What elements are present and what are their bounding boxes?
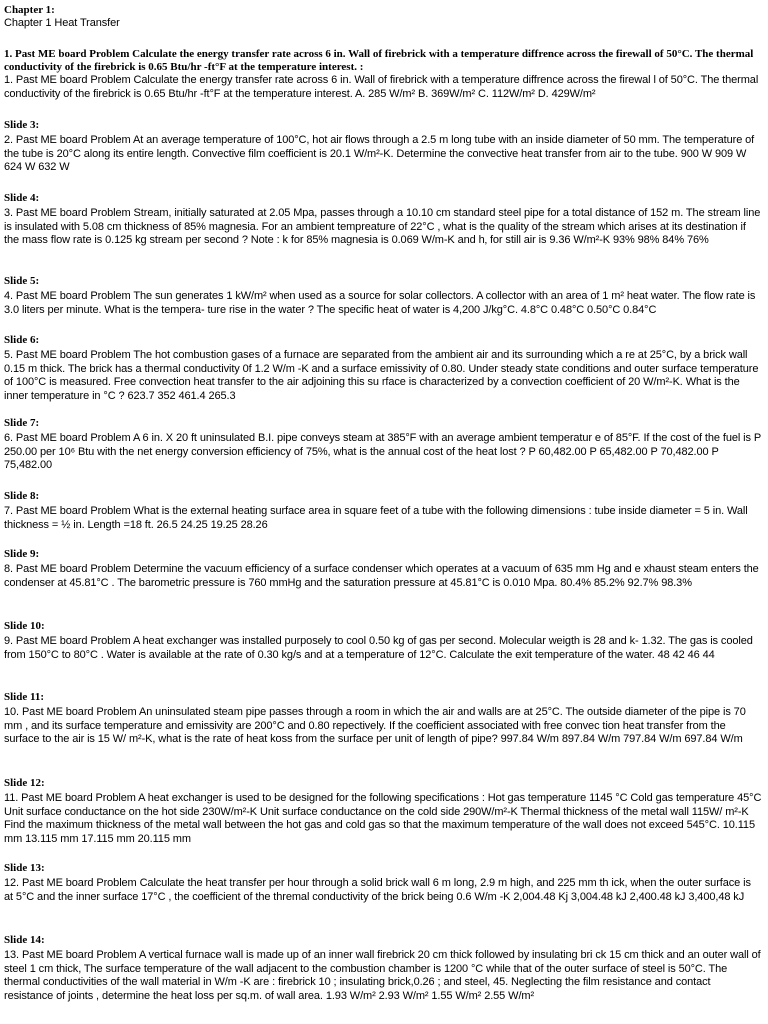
section-heading: 1. Past ME board Problem Calculate the energy transfer rate across 6 in. Wall of firebrick with a temperature diffrence across the firewall of 50°C. The thermal conductivity of the firebrick is 0.65 Btu/hr -ft°F at the temperature interest. : — [4, 48, 757, 73]
section-slide-6 — [4, 334, 762, 403]
section-heading: Slide 9: — [4, 548, 40, 560]
section-text: 10. Past ME board Problem An uninsulated steam pipe passes through a room in which the air and walls are at 25°C. The outside diameter of the pipe is 70 mm , and its surface temperature and emissivity are 200°C and 0.80 repectively. If the coefficient associated with free convec tion heat transfer from the surface to the air is 15 W/ m²-K, what is the rate of heat koss from the surface per unit of length of pipe? 997.84 W/m 897.84 W/m 797.84 W/m 697.84 W/m — [4, 706, 749, 745]
section-text: 2. Past ME board Problem At an average temperature of 100°C, hot air flows through a 2.5 m long tube with an inside diameter of 50 mm. The temperature of the tube is 20°C along its entire length. Convective film coefficient is 20.1 W/m²-K. Determine the convective heat transfer from air to the tube. 900 W 909 W 624 W 632 W — [4, 134, 758, 173]
section-text: Chapter 1 Heat Transfer — [4, 17, 120, 29]
section-text: 7. Past ME board Problem What is the external heating surface area in square feet of a tube with the following dimensions : tube inside diameter = 5 in. Wall thickness = ½ in. Length =18 ft. 26.5 24.25 19.25 28.26 — [4, 505, 751, 531]
section-slide-8 — [4, 490, 762, 532]
section-heading: Slide 14: — [4, 934, 45, 946]
section-text: 9. Past ME board Problem A heat exchanger was installed purposely to cool 0.50 kg of gas per second. Molecular weigth is 28 and k- 1.32. The gas is cooled from 150°C to 80°C . Water is available at the rate of 0.30 kg/s and at a temperature of 12°C. Calculate the exit temperature of the water. 48 42 46 44 — [4, 635, 756, 661]
section-heading: Slide 10: — [4, 620, 45, 632]
section-slide-14 — [4, 934, 762, 1003]
section-text: 6. Past ME board Problem A 6 in. X 20 ft uninsulated B.I. pipe conveys steam at 385°F with an average ambient temperatur e of 85°F. If the cost of the fuel is P 250.00 per 10⁶ Btu with the net energy conversion efficiency of 75%, what is the annual cost of the heat lost ? P 60,482.00 P 65,482.00 P 70,482.00 P 75,482.00 — [4, 432, 764, 471]
section-slide-3 — [4, 119, 762, 175]
section-slide-13 — [4, 862, 762, 904]
section-heading: Slide 12: — [4, 777, 45, 789]
section-heading: Slide 5: — [4, 275, 40, 287]
section-text: 12. Past ME board Problem Calculate the heat transfer per hour through a solid brick wall 6 m long, 2.9 m high, and 225 mm th ick, when the outer surface is at 5°C and the inner surface 17°C , the coefficient of the thremal conductivity of the brick being 0.6 W/m -K 2,004.48 Kj 3,004.48 kJ 2,400.48 kJ 3,400,48 kJ — [4, 877, 754, 903]
section-heading: Slide 6: — [4, 334, 40, 346]
section-slide-11 — [4, 691, 762, 747]
section-text: 8. Past ME board Problem Determine the vacuum efficiency of a surface condenser which operates at a vacuum of 635 mm Hg and e xhaust steam enters the condenser at 45.81°C . The barometric pressure is 760 mmHg and the saturation pressure at 45.81°C is 0.010 Mpa. 80.4% 85.2% 92.7% 98.3% — [4, 563, 762, 589]
section-heading: Slide 11: — [4, 691, 45, 703]
section-heading: Slide 8: — [4, 490, 40, 502]
section-heading: Slide 13: — [4, 862, 45, 874]
section-chapter-1 — [4, 4, 762, 31]
section-heading: Chapter 1: — [4, 4, 55, 16]
section-slide-7 — [4, 417, 762, 473]
section-text: 13. Past ME board Problem A vertical furnace wall is made up of an inner wall firebrick 20 cm thick followed by insulating bri ck 15 cm thick and an outer wall of steel 1 cm thick, The surface temperature of the wall adjacent to the combustion chamber is 1200 °C while that of the outer surface of steel is 50°C. The thermal conductivities of the wall material in W/m -K are : firebrick 10 ; insulating brick,0.26 ; and steel, 45. Neglecting the film resistance and contact resistance of joints , determine the heat loss per sq.m. of wall area. 1.93 W/m² 2.93 W/m² 1.55 W/m² 2.55 W/m² — [4, 949, 764, 1002]
section-heading: Slide 3: — [4, 119, 40, 131]
section-heading: Slide 7: — [4, 417, 40, 429]
section-text: 5. Past ME board Problem The hot combustion gases of a furnace are separated from the ambient air and its surrounding which a re at 25°C, by a brick wall 0.15 m thick. The brick has a thermal conductivity 0f 1.2 W/m -K and a surface emissivity of 0.80. Under steady state conditions and outer surface temperature of 100°C is measured. Free convection heat transfer to the air adjoining this su rface is characterized by a convection coefficient of 20 W/m²-K. What is the inner temperature in °C ? 623.7 352 461.4 265.3 — [4, 349, 762, 402]
section-slide-4 — [4, 192, 762, 248]
section-slide-12 — [4, 777, 765, 846]
section-text: 11. Past ME board Problem A heat exchanger is used to be designed for the following specifications : Hot gas temperature 1145 °C Cold gas temperature 45°C Unit surface conductance on the hot side 230W/m²-K Unit surface conductance on the cold side 290W/m²-K Thermal thickness of the metal wall 115W/ m²-K Find the maximum thickness of the metal wall between the hot gas and cold gas so that the maximum temperature of the wall does not exceed 545°C. 10.115 mm 13.115 mm 17.115 mm 20.115 mm — [4, 792, 765, 845]
section-text: 3. Past ME board Problem Stream, initially saturated at 2.05 Mpa, passes through a 10.10 cm standard steel pipe for a total distance of 152 m. The stream line is insulated with 5.08 cm thickness of 85% magnesia. For an ambient tempreature of 22°C , what is the quality of the stream which arises at its destination if the mass flow rate is 0.125 kg stream per second ? Note : k for 85% magnesia is 0.069 W/m-K and h‚ for still air is 9.36 W/m²-K 93% 98% 84% 76% — [4, 207, 764, 246]
section-heading: Slide 4: — [4, 192, 40, 204]
section-slide-2 — [4, 48, 762, 101]
section-slide-5 — [4, 275, 762, 317]
section-text: 4. Past ME board Problem The sun generates 1 kW/m² when used as a source for solar collectors. A collector with an area of 1 m² heat water. The flow rate is 3.0 liters per minute. What is the tempera- ture rise in the water ? The specific heat of water is 4,200 J/kg°C. 4.8°C 0.48°C 0.50°C 0.84°C — [4, 290, 759, 316]
section-text: 1. Past ME board Problem Calculate the energy transfer rate across 6 in. Wall of firebrick with a temperature diffrence across the firewal l of 50°C. The thermal conductivity of the firebrick is 0.65 Btu/hr -ft°F at the temperature interest. A. 285 W/m² B. 369W/m² C. 112W/m² D. 429W/m² — [4, 74, 762, 100]
section-slide-9 — [4, 548, 762, 590]
section-slide-10 — [4, 620, 762, 662]
